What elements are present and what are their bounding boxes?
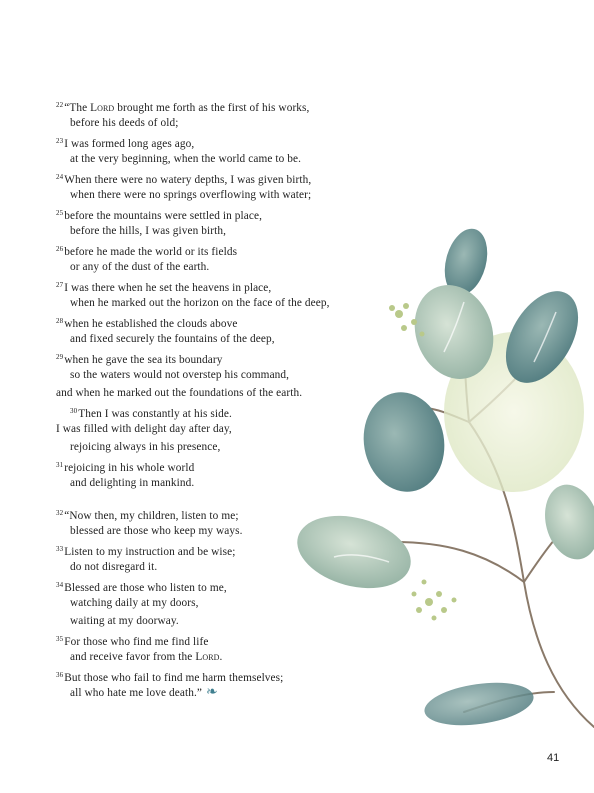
verse-number: 28 bbox=[56, 317, 64, 325]
verse-text: I was filled with delight day after day, bbox=[56, 423, 232, 435]
verse-text: do not disregard it. bbox=[70, 561, 158, 573]
verse-number: 33 bbox=[56, 545, 64, 553]
verse-text: before the mountains were settled in place, bbox=[64, 210, 263, 222]
verse-number: 30 bbox=[70, 407, 78, 415]
verse-text: before his deeds of old; bbox=[70, 117, 179, 129]
verse-number: 25 bbox=[56, 209, 64, 217]
verse-number: 36 bbox=[56, 671, 64, 679]
verse-line bbox=[56, 168, 376, 186]
verse-number: 26 bbox=[56, 245, 64, 253]
verse-text: rejoicing in his whole world bbox=[64, 462, 195, 474]
verse-text: “Now then, my children, listen to me; bbox=[64, 510, 239, 522]
verse-number: 32 bbox=[56, 509, 64, 517]
verse-line bbox=[56, 186, 376, 204]
verse-text: before he made the world or its fields bbox=[64, 246, 238, 258]
verse-text: at the very beginning, when the world came to be. bbox=[70, 153, 302, 165]
verse-text: blessed are those who keep my ways. bbox=[70, 525, 243, 537]
verse-number: 22 bbox=[56, 101, 64, 109]
verse-line bbox=[56, 132, 376, 150]
verse-number: 35 bbox=[56, 635, 64, 643]
verse-text: when he marked out the horizon on the face of the deep, bbox=[70, 297, 330, 309]
verse-text: waiting at my doorway. bbox=[70, 615, 179, 627]
verse-line bbox=[56, 204, 376, 222]
verse-text: rejoicing always in his presence, bbox=[70, 441, 221, 453]
verse-text: I was formed long ages ago, bbox=[64, 138, 195, 150]
verse-text: when he established the clouds above bbox=[64, 318, 238, 330]
verse-line bbox=[56, 114, 376, 132]
eucalyptus-branch-icon bbox=[294, 222, 594, 742]
verse-number: 24 bbox=[56, 173, 64, 181]
verse-text: But those who fail to find me harm themselves; bbox=[64, 672, 284, 684]
verse-text: before the hills, I was given birth, bbox=[70, 225, 227, 237]
verse-text: and fixed securely the fountains of the deep, bbox=[70, 333, 275, 345]
fleuron-icon: ❧ bbox=[206, 685, 218, 700]
verse-number: 31 bbox=[56, 461, 64, 469]
verse-text: For those who find me find life bbox=[64, 636, 209, 648]
page-number: 41 bbox=[547, 752, 560, 764]
verse-text: and receive favor from the bbox=[70, 651, 196, 663]
verse-text: all who hate me love death.” bbox=[70, 687, 203, 699]
verse-text: when there were no springs overflowing with water; bbox=[70, 189, 312, 201]
verse-text: when he gave the sea its boundary bbox=[64, 354, 223, 366]
verse-text: watching daily at my doors, bbox=[70, 597, 199, 609]
small-caps-word: Lord bbox=[195, 651, 220, 663]
verse-number: 34 bbox=[56, 581, 64, 589]
verse-line bbox=[56, 96, 376, 114]
verse-text: brought me forth as the first of his works, bbox=[114, 102, 310, 114]
verse-number: 29 bbox=[56, 353, 64, 361]
verse-number: 23 bbox=[56, 137, 64, 145]
verse-text: or any of the dust of the earth. bbox=[70, 261, 210, 273]
verse-number: 27 bbox=[56, 281, 64, 289]
verse-text: and when he marked out the foundations of the earth. bbox=[56, 387, 303, 399]
verse-text: Listen to my instruction and be wise; bbox=[64, 546, 236, 558]
verse-text: When there were no watery depths, I was given birth, bbox=[64, 174, 312, 186]
verse-text: I was there when he set the heavens in place, bbox=[64, 282, 272, 294]
verse-text: so the waters would not overstep his command, bbox=[70, 369, 290, 381]
small-caps-word: Lord bbox=[90, 102, 115, 114]
verse-text: “The bbox=[64, 102, 91, 114]
verse-text: Then I was constantly at his side. bbox=[78, 408, 232, 420]
verse-line bbox=[56, 150, 376, 168]
verse-text: . bbox=[219, 651, 223, 663]
verse-text: Blessed are those who listen to me, bbox=[64, 582, 227, 594]
verse-text: and delighting in mankind. bbox=[70, 477, 195, 489]
